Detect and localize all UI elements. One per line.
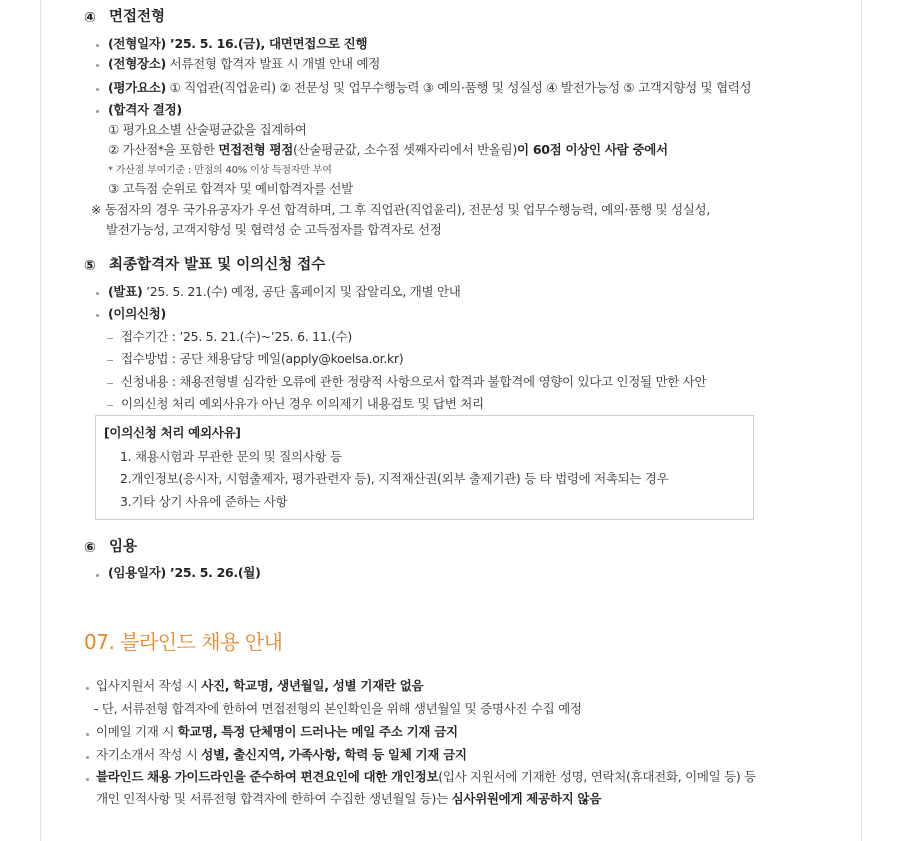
- note: ※ 동점자의 경우 국가유공자가 우선 합격하며, 그 후 직업관(직업윤리), 전문성 및 업무수행능력, 예의·품행 및 성실성,: [91, 202, 710, 217]
- list-item: 이메일 기재 시 학교명, 특정 단체명이 드러나는 메일 주소 기재 금지: [96, 724, 458, 739]
- footnote: * 가산점 부여기준 : 만점의 40% 이상 득점자만 부여: [108, 165, 332, 176]
- bullet-dot: [96, 88, 99, 91]
- section-title: 최종합격자 발표 및 이의신청 접수: [109, 257, 326, 273]
- decision-step: ② 가산점*을 포함한 면접전형 평점(산술평균값, 소수점 셋째자리에서 반올림)이 60점 이상인 사람 중에서: [108, 142, 668, 157]
- list-item: 자기소개서 작성 시 성별, 출신지역, 가족사항, 학력 등 일체 기재 금지: [96, 747, 467, 762]
- list-item-continued: 개인 인적사항 및 서류전형 합격자에 한하여 수집한 생년월일 등)는 심사위원에게 제공하지 않음: [96, 791, 601, 806]
- dash-bullet: [107, 383, 113, 384]
- sub-item: - 단, 서류전형 합격자에 한하여 면접전형의 본인확인을 위해 생년월일 및 증명사진 수집 예정: [94, 701, 582, 716]
- box-item: 1. 채용시험과 무관한 문의 및 질의사항 등: [120, 449, 342, 464]
- list-item: (평가요소) ① 직업관(직업윤리) ② 전문성 및 업무수행능력 ③ 예의·품행 및 성실성 ④ 발전가능성 ⑤ 고객지향성 및 협력성: [108, 80, 752, 95]
- bullet-dot: [86, 778, 89, 781]
- section-number: ④: [84, 10, 96, 26]
- list-item: 블라인드 채용 가이드라인을 준수하여 편견요인에 대한 개인정보(입사 지원서에 기재한 성명, 연락처(휴대전화, 이메일 등) 등: [96, 769, 756, 784]
- bullet-dot: [96, 64, 99, 67]
- list-item: (발표) ’25. 5. 21.(수) 예정, 공단 홈페이지 및 잡알리오, 개별 안내: [108, 284, 461, 299]
- bullet-dot: [96, 110, 99, 113]
- sub-item: 이의신청 처리 예외사유가 아닌 경우 이의제기 내용검토 및 답변 처리: [121, 396, 484, 411]
- section-title: 임용: [109, 539, 138, 555]
- section-number: ⑤: [84, 258, 96, 274]
- section-heading: 07. 블라인드 채용 안내: [84, 630, 283, 654]
- bullet-dot: [96, 574, 99, 577]
- dash-bullet: [107, 338, 113, 339]
- section-title: 면접전형: [109, 9, 166, 25]
- section-number: ⑥: [84, 540, 96, 556]
- decision-step: ① 평가요소별 산술평균값을 집계하여: [108, 122, 307, 137]
- box-item: 2.개인정보(응시자, 시험출제자, 평가관련자 등), 지적재산권(외부 출제기관) 등 타 법령에 저촉되는 경우: [120, 471, 669, 486]
- sub-item: 접수기간 : ’25. 5. 21.(수)~’25. 6. 11.(수): [121, 329, 352, 344]
- bullet-dot: [96, 292, 99, 295]
- dash-bullet: [107, 360, 113, 361]
- list-item: (이의신청): [108, 306, 166, 321]
- decision-step: ③ 고득점 순위로 합격자 및 예비합격자를 선발: [108, 181, 353, 196]
- sub-item: 신청내용 : 채용전형별 심각한 오류에 관한 정량적 사항으로서 합격과 불합격에 영향이 있다고 인정될 만한 사안: [121, 374, 707, 389]
- list-item: (전형일자) ’25. 5. 16.(금), 대면면접으로 진행: [108, 36, 368, 51]
- note: 발전가능성, 고객지향성 및 협력성 순 고득점자를 합격자로 선정: [106, 222, 442, 237]
- list-item: 입사지원서 작성 시 사진, 학교명, 생년월일, 성별 기재란 없음: [96, 678, 424, 693]
- box-title: [이의신청 처리 예외사유]: [104, 425, 241, 440]
- bullet-dot: [96, 44, 99, 47]
- list-item: (전형장소) 서류전형 합격자 발표 시 개별 안내 예정: [108, 56, 381, 71]
- list-item: (합격자 결정): [108, 102, 182, 117]
- box-item: 3.기타 상기 사유에 준하는 사항: [120, 494, 288, 509]
- list-item: (임용일자) ’25. 5. 26.(월): [108, 565, 261, 580]
- bullet-dot: [86, 687, 89, 690]
- dash-bullet: [107, 405, 113, 406]
- bullet-dot: [86, 733, 89, 736]
- sub-item: 접수방법 : 공단 채용담당 메일(apply@koelsa.or.kr): [121, 351, 404, 366]
- bullet-dot: [86, 756, 89, 759]
- bullet-dot: [96, 314, 99, 317]
